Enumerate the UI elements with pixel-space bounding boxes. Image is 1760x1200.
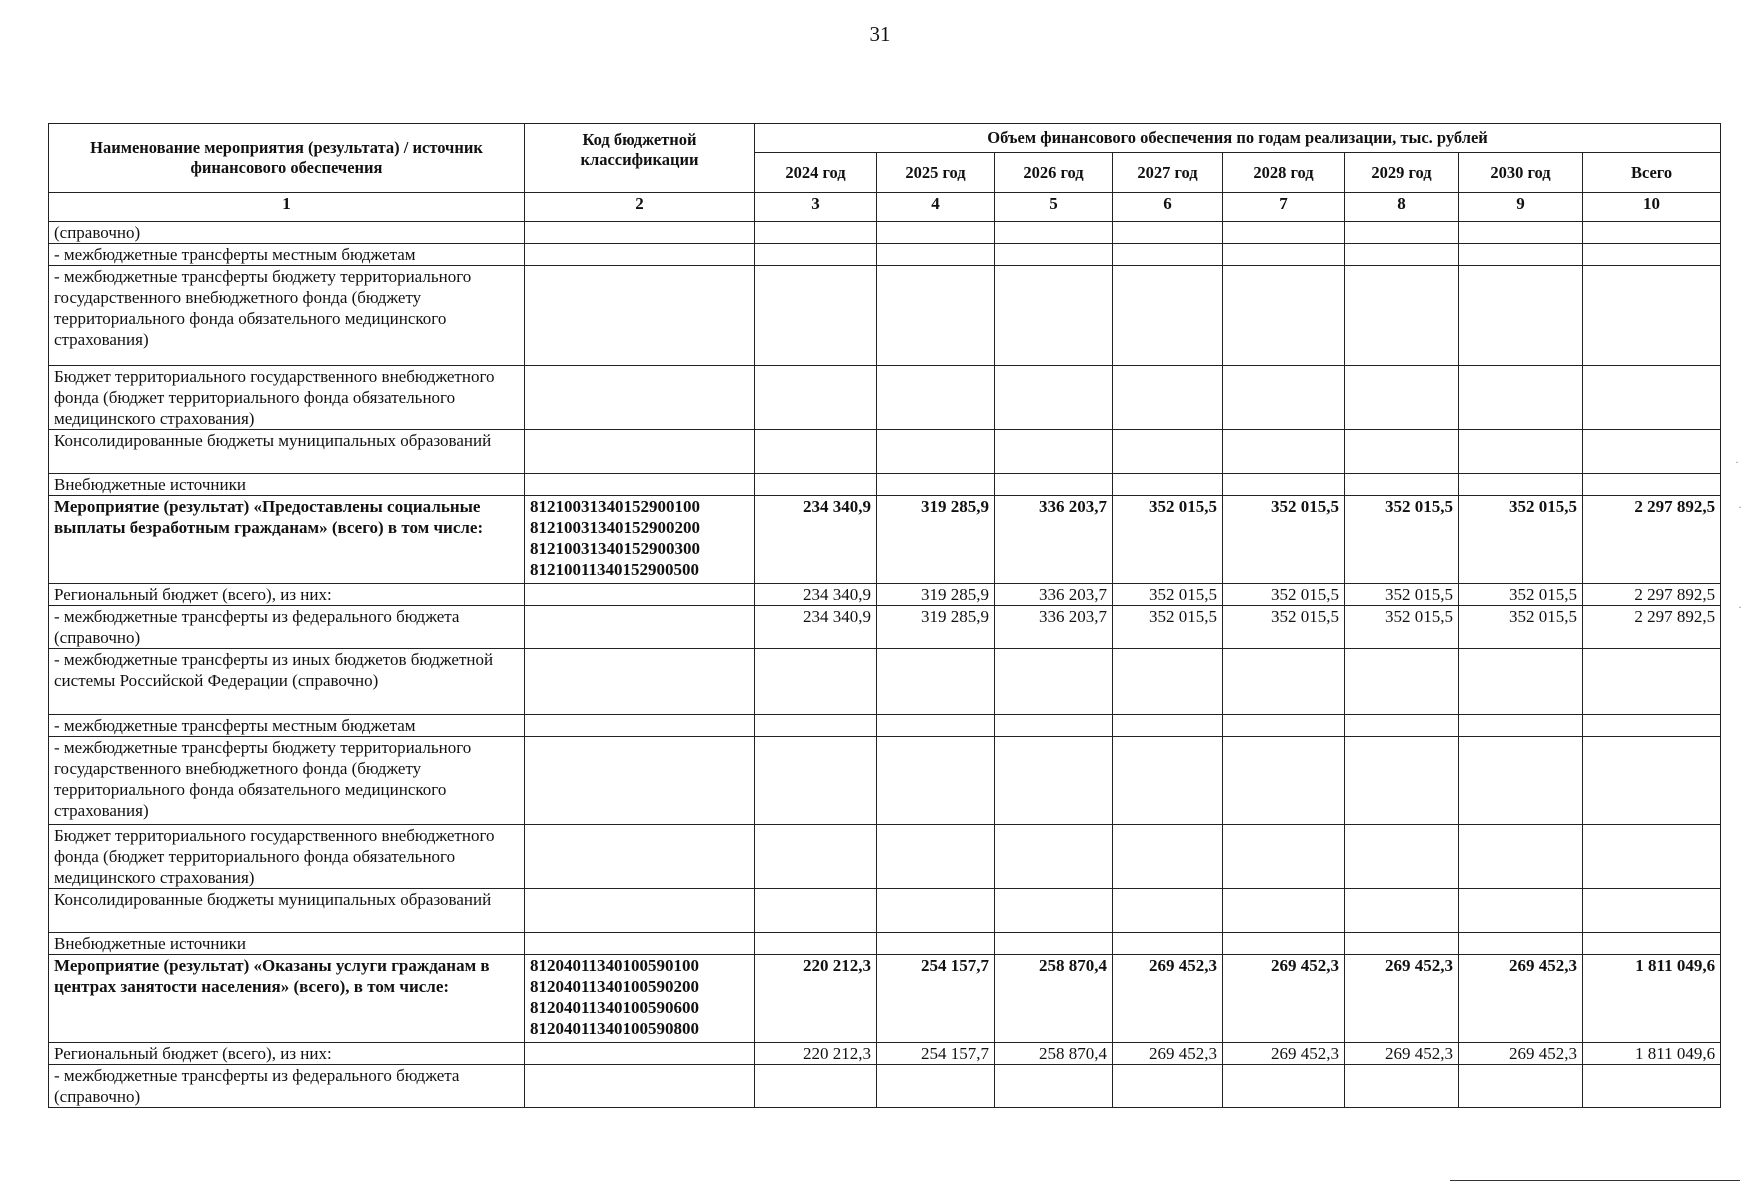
- row-total: [1583, 474, 1721, 496]
- row-value: [1223, 933, 1345, 955]
- row-total: [1583, 366, 1721, 430]
- row-value: [995, 244, 1113, 266]
- row-value: 234 340,9: [755, 606, 877, 649]
- row-value: 220 212,3: [755, 955, 877, 1043]
- row-value: [1345, 933, 1459, 955]
- header-year: 2025 год: [877, 153, 995, 193]
- table-row: [49, 715, 1721, 737]
- header-year: 2026 год: [995, 153, 1113, 193]
- row-value: [755, 366, 877, 430]
- row-value: [1113, 889, 1223, 933]
- row-value: [1113, 649, 1223, 715]
- row-name: - межбюджетные трансферты местным бюджетам: [49, 244, 525, 266]
- table-row: [49, 889, 1721, 933]
- column-number: 6: [1113, 193, 1223, 222]
- row-total: [1583, 825, 1721, 889]
- row-value: 352 015,5: [1345, 496, 1459, 584]
- row-name: Мероприятие (результат) «Предоставлены социальные выплаты безработным гражданам» (всего) в том числе:: [49, 496, 525, 584]
- row-value: 352 015,5: [1113, 584, 1223, 606]
- column-number: 1: [49, 193, 525, 222]
- row-name: - межбюджетные трансферты бюджету территориального государственного внебюджетного фонда (бюджету территориального фонда обязательного медицинского страхования): [49, 266, 525, 366]
- row-total: [1583, 889, 1721, 933]
- row-value: [995, 366, 1113, 430]
- table-row: [49, 1065, 1721, 1108]
- row-value: [1459, 474, 1583, 496]
- row-value: [877, 366, 995, 430]
- row-value: [1223, 825, 1345, 889]
- row-value: 336 203,7: [995, 606, 1113, 649]
- row-total: 1 811 049,6: [1583, 1043, 1721, 1065]
- row-value: [1459, 933, 1583, 955]
- row-value: [755, 715, 877, 737]
- table-row: [49, 430, 1721, 474]
- row-value: [1113, 222, 1223, 244]
- row-value: [1459, 737, 1583, 825]
- row-value: [1223, 1065, 1345, 1108]
- table-row: [49, 222, 1721, 244]
- row-value: [755, 737, 877, 825]
- row-value: [1223, 244, 1345, 266]
- table-row: [49, 474, 1721, 496]
- row-total: [1583, 649, 1721, 715]
- row-value: [1459, 266, 1583, 366]
- row-value: [1459, 244, 1583, 266]
- header-volume: Объем финансового обеспечения по годам реализации, тыс. рублей: [755, 124, 1721, 153]
- row-value: [1113, 825, 1223, 889]
- row-name: - межбюджетные трансферты из иных бюджетов бюджетной системы Российской Федерации (справочно): [49, 649, 525, 715]
- header-code: Код бюджетной классификации: [525, 124, 755, 193]
- column-number: 5: [995, 193, 1113, 222]
- row-value: 336 203,7: [995, 496, 1113, 584]
- column-number: 10: [1583, 193, 1721, 222]
- row-value: [1345, 889, 1459, 933]
- row-value: 234 340,9: [755, 584, 877, 606]
- row-value: [1345, 1065, 1459, 1108]
- row-name: Мероприятие (результат) «Оказаны услуги гражданам в центрах занятости населения» (всего), в том числе:: [49, 955, 525, 1043]
- row-value: [877, 1065, 995, 1108]
- row-value: [877, 244, 995, 266]
- row-value: 269 452,3: [1345, 955, 1459, 1043]
- row-value: [877, 737, 995, 825]
- row-value: 269 452,3: [1345, 1043, 1459, 1065]
- row-value: 254 157,7: [877, 1043, 995, 1065]
- column-number: 8: [1345, 193, 1459, 222]
- row-value: 352 015,5: [1459, 496, 1583, 584]
- row-name: - межбюджетные трансферты из федерального бюджета (справочно): [49, 1065, 525, 1108]
- row-value: [877, 825, 995, 889]
- row-value: [1113, 737, 1223, 825]
- row-value: 352 015,5: [1223, 584, 1345, 606]
- row-value: 352 015,5: [1223, 496, 1345, 584]
- table-row: [49, 584, 1721, 606]
- row-value: 269 452,3: [1223, 1043, 1345, 1065]
- header-year: 2029 год: [1345, 153, 1459, 193]
- row-value: 352 015,5: [1113, 496, 1223, 584]
- row-value: [1345, 474, 1459, 496]
- table-row: [49, 737, 1721, 825]
- table-row: [49, 266, 1721, 366]
- row-value: [1223, 737, 1345, 825]
- row-value: [1459, 430, 1583, 474]
- row-total: [1583, 737, 1721, 825]
- row-code: [525, 737, 755, 825]
- header-total: Всего: [1583, 153, 1721, 193]
- row-value: 269 452,3: [1113, 1043, 1223, 1065]
- row-value: 319 285,9: [877, 496, 995, 584]
- row-value: [755, 222, 877, 244]
- row-value: [1345, 244, 1459, 266]
- row-value: [1345, 222, 1459, 244]
- row-name: - межбюджетные трансферты из федерального бюджета (справочно): [49, 606, 525, 649]
- row-total: [1583, 1065, 1721, 1108]
- column-number-row: [49, 193, 1721, 222]
- row-value: [1113, 266, 1223, 366]
- row-value: [995, 1065, 1113, 1108]
- column-number: 3: [755, 193, 877, 222]
- row-code: [525, 222, 755, 244]
- row-value: [755, 933, 877, 955]
- row-name: - межбюджетные трансферты бюджету территориального государственного внебюджетного фонда (бюджету территориального фонда обязательного медицинского страхования): [49, 737, 525, 825]
- row-value: [995, 933, 1113, 955]
- row-value: [1223, 266, 1345, 366]
- row-value: [755, 825, 877, 889]
- row-code: [525, 244, 755, 266]
- row-value: [1459, 366, 1583, 430]
- row-value: [995, 649, 1113, 715]
- row-value: [1223, 649, 1345, 715]
- row-value: [1459, 889, 1583, 933]
- row-code: [525, 266, 755, 366]
- row-value: 254 157,7: [877, 955, 995, 1043]
- row-value: [995, 474, 1113, 496]
- row-code: [525, 430, 755, 474]
- row-value: 258 870,4: [995, 955, 1113, 1043]
- row-value: [877, 474, 995, 496]
- row-name: Консолидированные бюджеты муниципальных образований: [49, 889, 525, 933]
- row-value: 319 285,9: [877, 584, 995, 606]
- row-value: 269 452,3: [1113, 955, 1223, 1043]
- column-number: 4: [877, 193, 995, 222]
- row-value: 352 015,5: [1113, 606, 1223, 649]
- row-value: [1113, 715, 1223, 737]
- row-code: [525, 584, 755, 606]
- row-value: [755, 430, 877, 474]
- row-value: 269 452,3: [1459, 1043, 1583, 1065]
- header-year: 2024 год: [755, 153, 877, 193]
- row-value: [877, 715, 995, 737]
- row-total: 2 297 892,5: [1583, 584, 1721, 606]
- row-value: [1345, 737, 1459, 825]
- row-value: 269 452,3: [1223, 955, 1345, 1043]
- row-value: [995, 825, 1113, 889]
- row-total: [1583, 244, 1721, 266]
- row-code: [525, 825, 755, 889]
- row-code: 81204011340100590100 81204011340100590200 81204011340100590600 81204011340100590800: [525, 955, 755, 1043]
- row-value: [1113, 933, 1223, 955]
- row-total: [1583, 933, 1721, 955]
- row-name: Региональный бюджет (всего), из них:: [49, 1043, 525, 1065]
- row-total: 1 811 049,6: [1583, 955, 1721, 1043]
- row-value: [1345, 715, 1459, 737]
- row-value: [877, 933, 995, 955]
- row-name: Бюджет территориального государственного внебюджетного фонда (бюджет территориального фонда обязательного медицинского страхования): [49, 825, 525, 889]
- row-value: [755, 266, 877, 366]
- row-value: 258 870,4: [995, 1043, 1113, 1065]
- row-value: 352 015,5: [1459, 606, 1583, 649]
- row-value: [995, 266, 1113, 366]
- row-value: 234 340,9: [755, 496, 877, 584]
- column-number: 7: [1223, 193, 1345, 222]
- row-value: [1459, 715, 1583, 737]
- row-value: [1345, 266, 1459, 366]
- table-row: [49, 825, 1721, 889]
- scan-mark: ·: [1735, 455, 1739, 469]
- row-value: [1345, 825, 1459, 889]
- row-value: [1459, 1065, 1583, 1108]
- activity-row: [49, 955, 1721, 1043]
- row-value: [1345, 366, 1459, 430]
- row-name: Внебюджетные источники: [49, 474, 525, 496]
- row-code: [525, 889, 755, 933]
- row-value: [995, 430, 1113, 474]
- financing-table: [48, 123, 1721, 1108]
- row-value: 352 015,5: [1345, 606, 1459, 649]
- row-code: [525, 606, 755, 649]
- row-value: [877, 266, 995, 366]
- row-value: [755, 244, 877, 266]
- scan-mark: ·: [1738, 600, 1742, 614]
- row-name: Консолидированные бюджеты муниципальных образований: [49, 430, 525, 474]
- activity-row: [49, 496, 1721, 584]
- row-value: [1113, 244, 1223, 266]
- row-value: [995, 737, 1113, 825]
- row-code: 81210031340152900100 81210031340152900200 81210031340152900300 81210011340152900500: [525, 496, 755, 584]
- row-total: 2 297 892,5: [1583, 606, 1721, 649]
- row-value: [1223, 715, 1345, 737]
- row-total: 2 297 892,5: [1583, 496, 1721, 584]
- header-year: 2028 год: [1223, 153, 1345, 193]
- row-name: Региональный бюджет (всего), из них:: [49, 584, 525, 606]
- table-row: [49, 606, 1721, 649]
- row-name: Бюджет территориального государственного внебюджетного фонда (бюджет территориального фонда обязательного медицинского страхования): [49, 366, 525, 430]
- table-body: [49, 222, 1721, 1108]
- row-value: [1113, 1065, 1223, 1108]
- row-value: [1223, 889, 1345, 933]
- row-code: [525, 1065, 755, 1108]
- row-value: [1223, 430, 1345, 474]
- row-value: [1345, 430, 1459, 474]
- row-total: [1583, 266, 1721, 366]
- row-code: [525, 366, 755, 430]
- row-value: [755, 474, 877, 496]
- header-year: 2030 год: [1459, 153, 1583, 193]
- row-value: 352 015,5: [1345, 584, 1459, 606]
- row-value: 319 285,9: [877, 606, 995, 649]
- row-total: [1583, 715, 1721, 737]
- row-value: [1459, 222, 1583, 244]
- page-number: 31: [869, 22, 891, 46]
- row-value: 269 452,3: [1459, 955, 1583, 1043]
- row-value: [1113, 366, 1223, 430]
- scan-mark: ·: [1738, 500, 1742, 514]
- row-value: [995, 222, 1113, 244]
- row-name: Внебюджетные источники: [49, 933, 525, 955]
- bottom-rule: [1450, 1180, 1740, 1181]
- column-number: 9: [1459, 193, 1583, 222]
- row-code: [525, 933, 755, 955]
- row-value: [1223, 222, 1345, 244]
- row-value: 352 015,5: [1223, 606, 1345, 649]
- row-code: [525, 474, 755, 496]
- row-value: [1113, 430, 1223, 474]
- row-total: [1583, 222, 1721, 244]
- table-row: [49, 244, 1721, 266]
- row-value: [755, 649, 877, 715]
- row-value: 352 015,5: [1459, 584, 1583, 606]
- column-number: 2: [525, 193, 755, 222]
- row-value: 336 203,7: [995, 584, 1113, 606]
- row-value: [877, 649, 995, 715]
- row-value: [1223, 366, 1345, 430]
- row-value: [755, 889, 877, 933]
- row-value: 220 212,3: [755, 1043, 877, 1065]
- row-name: (справочно): [49, 222, 525, 244]
- row-value: [1459, 649, 1583, 715]
- row-value: [995, 715, 1113, 737]
- header-year: 2027 год: [1113, 153, 1223, 193]
- row-code: [525, 1043, 755, 1065]
- row-value: [877, 222, 995, 244]
- row-value: [1223, 474, 1345, 496]
- row-value: [1113, 474, 1223, 496]
- row-value: [755, 1065, 877, 1108]
- row-value: [1345, 649, 1459, 715]
- row-value: [877, 430, 995, 474]
- table-row: [49, 1043, 1721, 1065]
- row-name: - межбюджетные трансферты местным бюджетам: [49, 715, 525, 737]
- table-row: [49, 933, 1721, 955]
- table-row: [49, 649, 1721, 715]
- row-code: [525, 715, 755, 737]
- table-row: [49, 366, 1721, 430]
- row-value: [995, 889, 1113, 933]
- row-code: [525, 649, 755, 715]
- header-name: Наименование мероприятия (результата) / источник финансового обеспечения: [49, 124, 525, 193]
- row-value: [1459, 825, 1583, 889]
- row-value: [877, 889, 995, 933]
- row-total: [1583, 430, 1721, 474]
